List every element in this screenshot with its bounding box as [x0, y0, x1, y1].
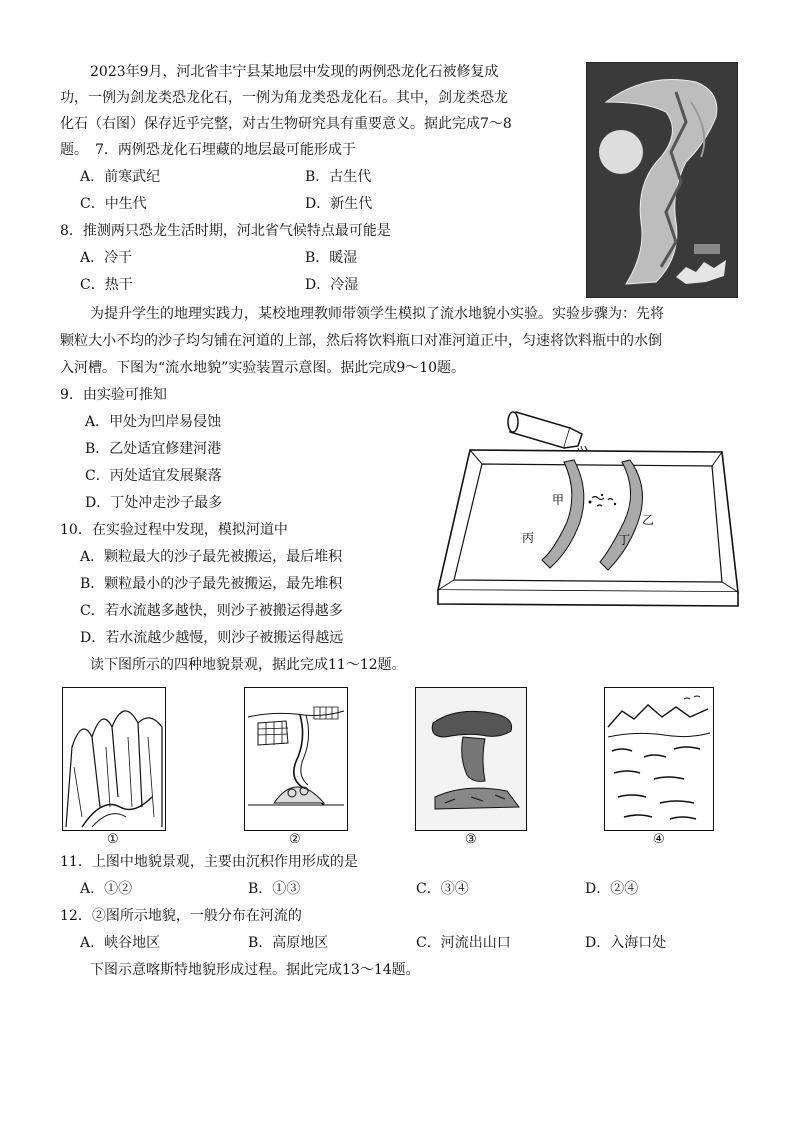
landform-label-2: ②: [289, 832, 301, 847]
q7-stem: 7．两例恐龙化石埋藏的地层最可能形成于: [95, 142, 356, 158]
q7-option-d: D．新生代: [305, 196, 373, 212]
q9-option-a: A．甲处为凹岸易侵蚀: [85, 414, 222, 430]
q7-option-b: B．古生代: [305, 169, 372, 185]
label-ding: 丁: [618, 533, 631, 547]
q10-option-c: C．若水流越多越快，则沙子被搬运得越多: [80, 603, 343, 619]
q12-option-a: A．峡谷地区: [80, 935, 161, 951]
q10-stem: 10．在实验过程中发现，模拟河道中: [60, 522, 288, 538]
landform-4-delta-plain: [604, 687, 714, 831]
label-bing: 丙: [522, 531, 535, 545]
q8-option-b: B．暖湿: [305, 250, 358, 266]
intro2-line1: 为提升学生的地理实践力，某校地理教师带领学生模拟了流水地貌小实验。实验步骤为：先将: [90, 306, 664, 322]
q11-option-d: D．②④: [585, 881, 639, 897]
q9-option-b: B．乙处适宜修建河港: [85, 441, 222, 457]
q12-option-c: C．河流出山口: [416, 935, 511, 951]
q12-stem: 12．②图所示地貌，一般分布在河流的: [60, 908, 302, 924]
intro1-line3: 化石（右图）保存近乎完整，对古生物研究具有重要意义。据此完成7～8: [60, 116, 512, 132]
q10-option-b: B．颗粒最小的沙子最先被搬运，最先堆积: [80, 576, 343, 592]
intro3: 读下图所示的四种地貌景观，据此完成11～12题。: [90, 657, 406, 673]
intro2-line2: 颗粒大小不均的沙子均匀铺在河道的上部，然后将饮料瓶口对准河道正中，匀速将饮料瓶中的水倒: [60, 333, 662, 349]
label-jia: 甲: [552, 493, 565, 507]
label-yi: 乙: [642, 513, 655, 527]
q11-option-a: A．①②: [80, 881, 133, 897]
intro1-line4: 题。: [60, 142, 88, 158]
q8-option-a: A．冷干: [80, 250, 133, 266]
q10-option-d: D．若水流越少越慢，则沙子被搬运得越远: [80, 630, 344, 646]
intro2-line3: 入河槽。下图为“流水地貌”实验装置示意图。据此完成9～10题。: [60, 360, 466, 376]
q9-stem: 9．由实验可推知: [60, 387, 167, 403]
q7-option-a: A．前寒武纪: [80, 169, 161, 185]
q8-option-c: C．热干: [80, 277, 133, 293]
q9-option-c: C．丙处适宜发展聚落: [85, 468, 222, 484]
q11-option-b: B．①③: [248, 881, 301, 897]
landform-3-mushroom-rock: [415, 687, 527, 831]
q12-option-d: D．入海口处: [585, 935, 667, 951]
q9-option-d: D．丁处冲走沙子最多: [85, 495, 223, 511]
q11-stem: 11．上图中地貌景观，主要由沉积作用形成的是: [60, 854, 358, 870]
landform-label-1: ①: [107, 832, 119, 847]
q7-option-c: C．中生代: [80, 196, 147, 212]
q8-stem: 8．推测两只恐龙生活时期，河北省气候特点最可能是: [60, 223, 391, 239]
landform-2-alluvial-fan: [244, 687, 348, 831]
landform-label-4: ④: [653, 832, 665, 847]
stegosaur-fossil-photo: [586, 62, 738, 298]
river-tray-diagram: [432, 392, 742, 610]
intro4: 下图示意喀斯特地貌形成过程。据此完成13～14题。: [90, 962, 420, 978]
landform-label-3: ③: [465, 832, 477, 847]
q8-option-d: D．冷湿: [305, 277, 359, 293]
q10-option-a: A．颗粒最大的沙子最先被搬运，最后堆积: [80, 549, 343, 565]
intro1-line2: 功，一例为剑龙类恐龙化石，一例为角龙类恐龙化石。其中，剑龙类恐龙: [60, 90, 508, 106]
q12-option-b: B．高原地区: [248, 935, 329, 951]
landform-1-canyon: [62, 687, 166, 831]
q11-option-c: C．③④: [416, 881, 469, 897]
intro1-line1: 2023年9月，河北省丰宁县某地层中发现的两例恐龙化石被修复成: [90, 64, 499, 80]
